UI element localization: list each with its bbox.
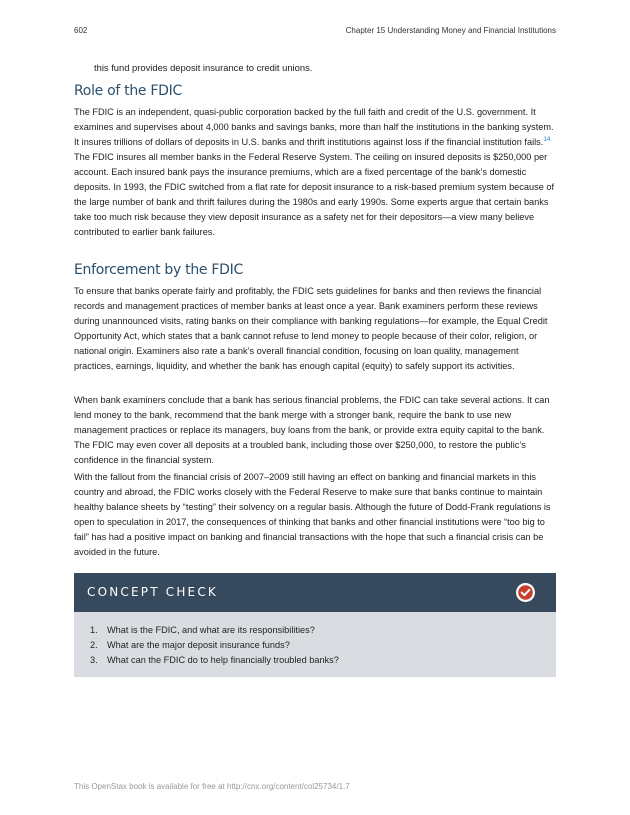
paragraph-role-of-fdic: [74, 105, 556, 240]
concept-check-list: [90, 623, 339, 668]
paragraph-enforcement-3: With the fallout from the financial crisis of 2007–2009 still having an effect on banking and financial markets in this country and abroad, the FDIC works closely with the Federal Reserve to make sure that banks continue to maintain healthy balance sheets by “testing” their solvency on a regular basis. Although the future of Dodd-Frank regulations is open to speculation in 2017, the consequences of thinking that banks and other financial institutions were “too big to fail” has had a positive impact on banking and financial transactions with the hope that such a financial crisis can be avoided in the future.: [74, 472, 551, 557]
list-item: 3. What can the FDIC do to help financially troubled banks?: [90, 655, 339, 665]
list-item: 1. What is the FDIC, and what are its responsibilities?: [90, 625, 315, 635]
checkmark-icon: [516, 583, 535, 602]
heading-enforcement: Enforcement by the FDIC: [74, 262, 243, 278]
concept-check-header: [74, 573, 556, 612]
concept-check-title: CONCEPT CHECK: [87, 585, 218, 599]
paragraph-role-part1: The FDIC is an independent, quasi-public corporation backed by the full faith and credit of the U.S. government. It examines and supervises about 4,000 banks and savings banks, more than half the institutions in the banking system. It insures trillions of dollars of deposits in U.S. banks and thrift institutions against loss if the financial institution fails.: [74, 107, 554, 147]
concept-check-box: [74, 573, 556, 677]
continuation-text: this fund provides deposit insurance to credit unions.: [94, 62, 313, 73]
page-number: 602: [74, 26, 88, 35]
paragraph-role-part2: The FDIC insures all member banks in the Federal Reserve System. The ceiling on insured deposits is $250,000 per account. Each insured bank pays the insurance premiums, which are a fixed percentage of the bank’s domestic deposits. In 1993, the FDIC switched from a flat rate for deposit insurance to a risk-based premium system because of the large number of bank and thrift failures during the 1980s and early 1990s. Some experts argue that certain banks take too much risk because they view deposit insurance as a safety net for their depositors—a view many believe contributed to earlier bank failures.: [74, 152, 555, 237]
chapter-title: Chapter 15 Understanding Money and Financial Institutions: [345, 26, 556, 35]
list-item: 2. What are the major deposit insurance funds?: [90, 640, 290, 650]
paragraph-enforcement-1: To ensure that banks operate fairly and profitably, the FDIC sets guidelines for banks and then reviews the financial records and management practices of member banks at least once a year. Bank examiners perform these reviews during unannounced visits, rating banks on their compliance with banking regulations—for example, the Equal Credit Opportunity Act, which states that a bank cannot refuse to lend money to people because of their color, religion, or national origin. Examiners also rate a bank’s overall financial condition, focusing on loan quality, management practices, earnings, liquidity, and whether the bank has enough capital (equity) to safely support its activities.: [74, 286, 548, 371]
paragraph-enforcement-2: When bank examiners conclude that a bank has serious financial problems, the FDIC can take several actions. It can lend money to the bank, recommend that the bank merge with a stronger bank, require the bank to use new management practices or replace its managers, buy loans from the bank, or provide extra equity capital to the bank. The FDIC may even cover all deposits at a troubled bank, including those over $250,000, to restore the public’s confidence in the financial system.: [74, 395, 550, 465]
heading-role-of-fdic: Role of the FDIC: [74, 83, 182, 99]
footer-text: This OpenStax book is available for free at http://cnx.org/content/col25734/1.7: [74, 782, 350, 791]
footnote-link[interactable]: 14: [543, 135, 551, 143]
